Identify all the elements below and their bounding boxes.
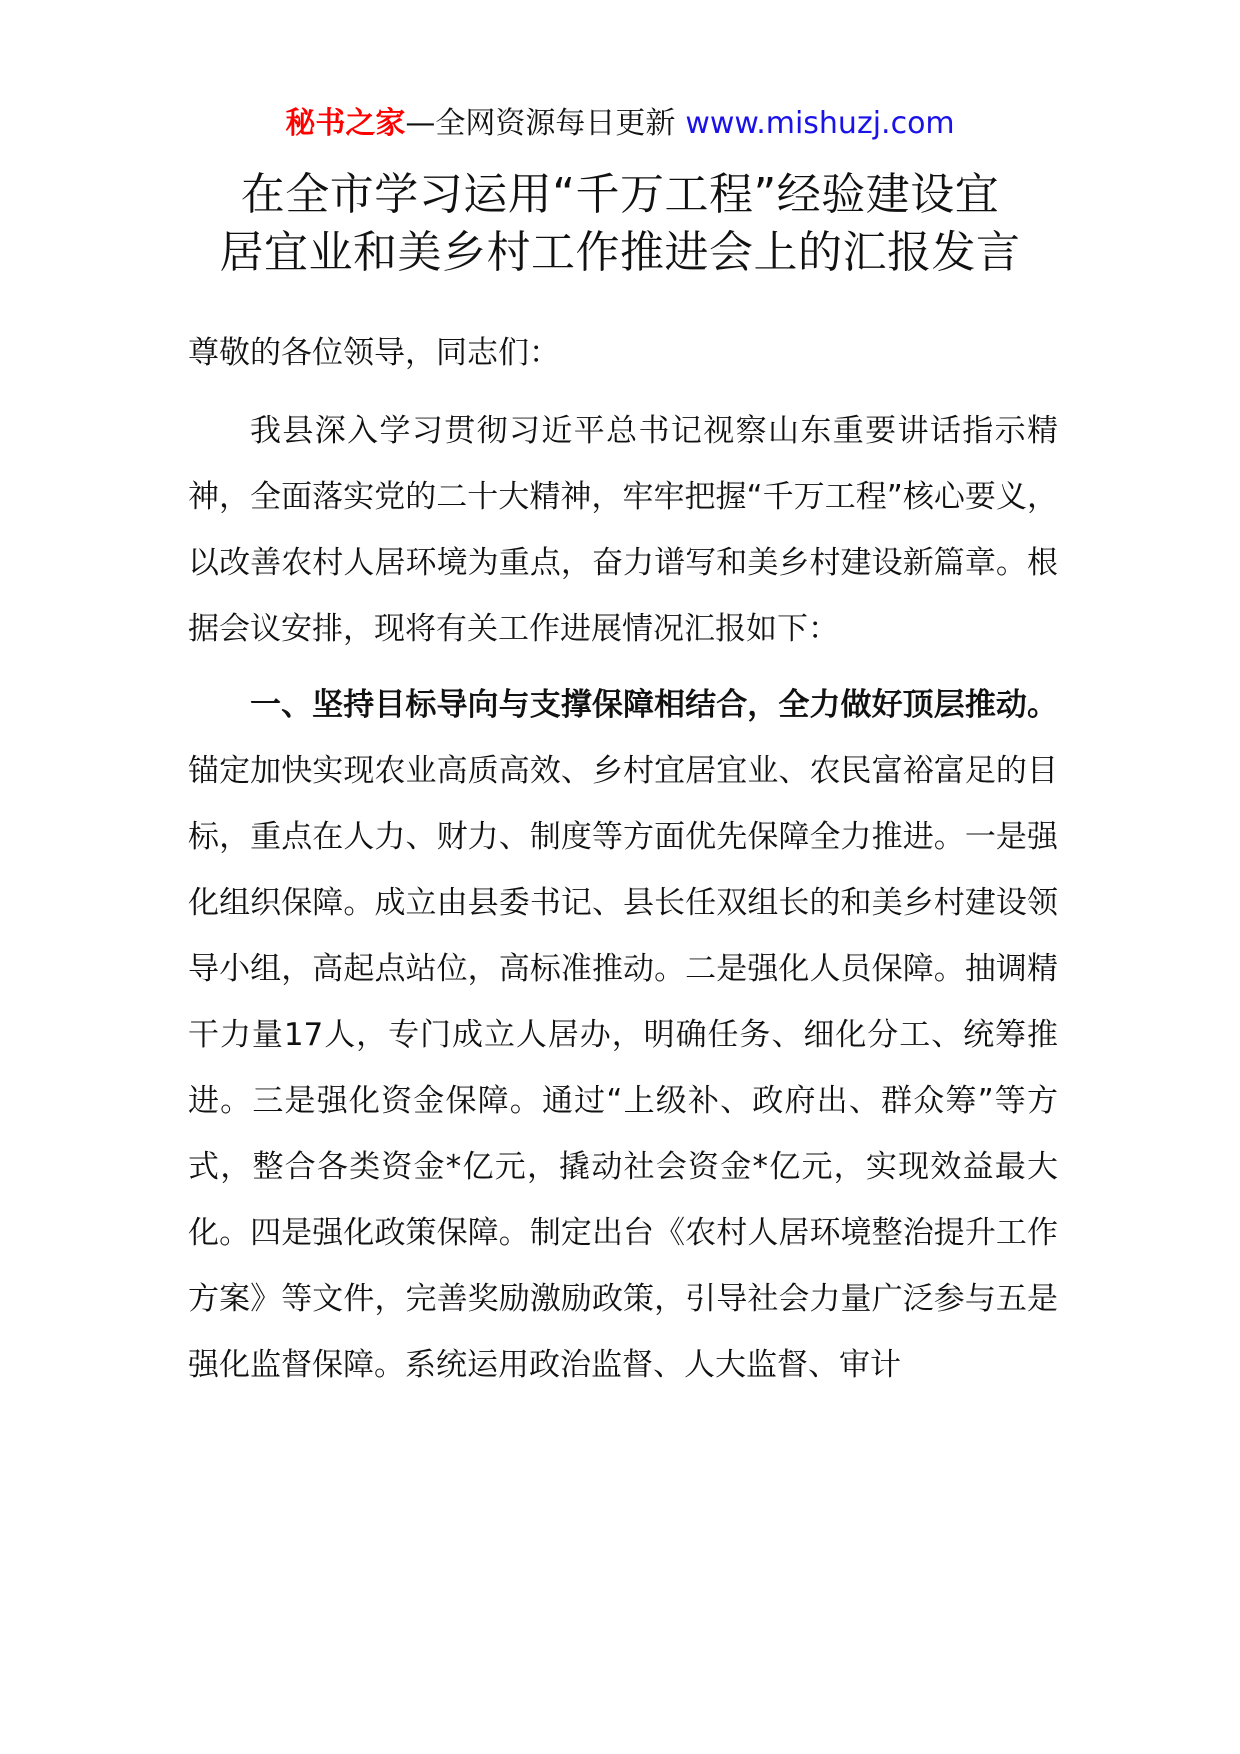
section-1-text: 锚定加快实现农业高质高效、乡村宜居宜业、农民富裕富足的目标，重点在人力、财力、制度等方面优先保障全力推进。一是强化组织保障。成立由县委书记、县长任双组长的和美乡村建设领导小组，高起点站位，高标准推动。二是强化人员保障。抽调精干力量17人，专门成立人居办，明确任务、细化分工、统筹推进。三是强化资金保障。通过“上级补、政府出、群众筹”等方式，整合各类资金*亿元，撬动社会资金*亿元，实现效益最大化。四是强化政策保障。制定出台《农村人居环境整治提升工作方案》等文件，完善奖励激励政策，引导社会力量广泛参与五是强化监督保障。系统运用政治监督、人大监督、审计: [188, 753, 1058, 1383]
site-header: [0, 104, 1240, 144]
site-url-link[interactable]: www.mishuzj.com: [685, 106, 955, 141]
document-title: [150, 166, 1090, 282]
section-1-paragraph: [188, 672, 1058, 1398]
brand-name: 秘书之家: [285, 106, 406, 141]
title-line-1: 在全市学习运用“千万工程”经验建设宜: [240, 169, 1000, 220]
title-line-2: 居宜业和美乡村工作推进会上的汇报发言: [219, 227, 1021, 278]
salutation: 尊敬的各位领导，同志们：: [188, 335, 560, 371]
intro-paragraph: 我县深入学习贯彻习近平总书记视察山东重要讲话指示精神，全面落实党的二十大精神，牢牢把握“千万工程”核心要义，以改善农村人居环境为重点，奋力谱写和美乡村建设新篇章。根据会议安排，现将有关工作进展情况汇报如下：: [188, 413, 1058, 647]
section-1-heading: 一、坚持目标导向与支撑保障相结合，全力做好顶层推动。: [250, 687, 1058, 723]
document-body: [188, 320, 1058, 1398]
header-tagline: —全网资源每日更新: [405, 106, 676, 141]
